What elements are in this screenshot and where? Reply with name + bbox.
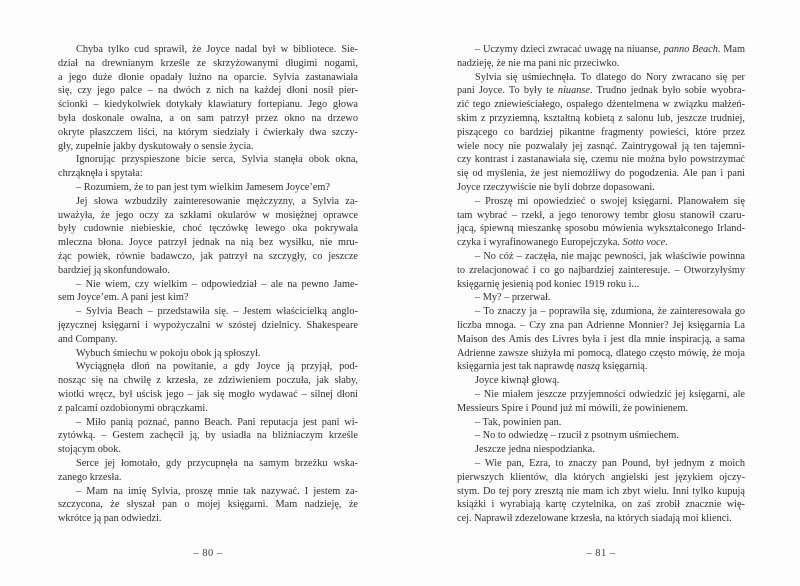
text-segment: nosząc się na chwilę z krzesła, ze zdziwieniem poczuła, jak słaby, <box>58 375 358 387</box>
text-segment: nadzieję, że nie ma pani nic przeciwko. <box>457 57 620 69</box>
text-line <box>457 222 745 236</box>
text-segment: Adrienne zawsze służyła mi pomocą, dlatego często mówię, że moja <box>457 347 745 359</box>
text-line <box>457 457 745 471</box>
text-segment: Joyce kiwnął głową. <box>475 375 560 387</box>
text-line <box>457 291 745 305</box>
page-number-81: – 81 – <box>586 548 616 559</box>
text-line <box>457 236 745 250</box>
text-segment: zić tego zniewieściałego, ospałego dżentelmena w związku małżeń- <box>457 99 745 111</box>
text-line <box>457 98 745 112</box>
text-segment: – Nie wiem, czy wielkim – odpowiedział – ale na pewno Jame- <box>76 278 358 290</box>
text-segment: księgarnia jest tak naprawdę <box>457 361 577 373</box>
text-segment: piszącego co bardziej pikantne fragmenty powieści, które przez <box>457 126 745 138</box>
text-segment: stym. Do tej pory zresztą nie mam ich zbyt wielu. Inni tylko kupują <box>457 485 745 497</box>
text-segment: mleczna błona. Joyce patrzył jednak na nią bez wysiłku, nie mru- <box>58 237 358 249</box>
text-line <box>457 167 745 181</box>
text-line <box>457 485 745 499</box>
text-line <box>457 181 745 195</box>
text-line <box>457 402 745 416</box>
text-line <box>58 471 358 485</box>
page-80-text-column <box>58 43 358 526</box>
text-line <box>457 319 745 333</box>
text-line <box>457 429 745 443</box>
text-segment: Serce jej łomotało, gdy przycupnęła na samym brzeżku wska- <box>76 457 358 469</box>
text-line <box>457 195 745 209</box>
text-segment: z palcami ozdobionymi obrączkami. <box>58 402 208 414</box>
text-line <box>58 195 358 209</box>
text-segment: Joyce rzeczywiście nie byli dobrze dopasowani. <box>457 181 655 193</box>
text-segment: – Nie miałem jeszcze przyjemności odwiedzić jej księgarni, ale <box>475 388 745 400</box>
text-line <box>457 347 745 361</box>
text-segment: pierwszych klientów, dla których angielski jest językiem ojczy- <box>457 471 745 483</box>
text-segment: Wyciągnęła dłoń na powitanie, a gdy Joyce ją przyjął, pod- <box>76 361 358 373</box>
text-segment: sem Joyce’em. A pani jest kim? <box>58 292 189 304</box>
text-line <box>58 388 358 402</box>
text-line <box>457 416 745 430</box>
text-segment: and Company. <box>58 333 118 345</box>
text-line <box>457 43 745 57</box>
text-segment: – Proszę mi opowiedzieć o swojej księgarni. Planowałem się <box>475 195 745 207</box>
text-line <box>58 84 358 98</box>
text-line <box>58 429 358 443</box>
text-segment: – Rozumiem, że to pan jest tym wielkim Jamesem Joyce’em? <box>76 181 330 193</box>
text-line <box>58 126 358 140</box>
text-line <box>58 43 358 57</box>
text-segment: bardziej ją skonfundowało. <box>58 264 170 276</box>
text-segment: czyka i wyrafinowanego Europejczyka. <box>457 237 623 249</box>
text-line <box>457 250 745 264</box>
text-line <box>457 471 745 485</box>
text-segment: a jego duże dłonie opadały luźno na oparcie. Sylvia zastanawiała <box>58 71 358 83</box>
text-segment: wkrótce ją pan odwiedzi. <box>58 513 162 525</box>
text-segment: chrząknęła i spytała: <box>58 168 143 180</box>
text-line <box>58 236 358 250</box>
text-segment: języcznej księgarni i wypożyczalni w szóstej dzielnicy. Shakespeare <box>58 319 358 331</box>
text-line <box>457 126 745 140</box>
text-line <box>457 264 745 278</box>
text-segment: były cudownie niebieskie, choć tęczówkę lewego oka pokrywała <box>58 223 358 235</box>
text-line <box>457 278 745 292</box>
text-segment: Chyba tylko cud sprawił, że Joyce nadal był w bibliotece. Sie- <box>76 44 358 55</box>
text-line <box>58 264 358 278</box>
text-segment: – To znaczy ja – poprawiła się, zdumiona, że zainteresowała go <box>475 306 745 318</box>
text-segment: – Wie pan, Ezra, to znaczy pan Pound, był jednym z moich <box>475 457 745 469</box>
text-segment: . <box>665 237 668 249</box>
text-segment: . Trudno jednak było sobie wyobra- <box>589 85 745 97</box>
text-line <box>58 319 358 333</box>
text-segment: się, czy jego palce – na dwóch z nich na każdej dłoni nosił pier- <box>58 85 358 97</box>
text-segment: Sylvia się uśmiechnęła. To dlatego do Nory zwracano się per <box>475 71 745 83</box>
text-line <box>58 209 358 223</box>
text-segment: . Mam <box>717 44 746 55</box>
text-line <box>457 360 745 374</box>
text-segment: ścionki – kiedykolwiek dotykały klawiatury fortepianu. Jego głowa <box>58 99 358 111</box>
text-line <box>58 374 358 388</box>
text-line <box>58 167 358 181</box>
text-segment: – Uczymy dzieci zwracać uwagę na niuanse, <box>475 44 664 55</box>
text-segment: stojącym obok. <box>58 444 121 456</box>
text-line <box>58 250 358 264</box>
text-segment: – No to odwiedzę – rzucił z psotnym uśmiechem. <box>475 430 679 442</box>
text-line <box>58 360 358 374</box>
page-number-80: – 80 – <box>193 548 223 559</box>
text-line <box>58 278 358 292</box>
text-segment: książki i wyrabiają kartę czytelnika, on zaś zrobił znacznie wię- <box>457 499 745 511</box>
text-line <box>58 443 358 457</box>
text-segment: zytówką. – Gestem zachęcił ją, by usiadła na bliźniaczym krześle <box>58 430 358 442</box>
text-segment: jącą, śpiewną mieszankę sposobu mówienia wykształconego Irland- <box>457 223 745 235</box>
text-line <box>58 485 358 499</box>
text-line <box>457 140 745 154</box>
text-segment: żąc powiek, równie badawczo, jak patrzył na szczygły, co jeszcze <box>58 250 358 262</box>
text-line <box>58 402 358 416</box>
text-segment: księgarnię jesienią pod koniec 1919 roku i... <box>457 278 640 290</box>
text-line <box>58 112 358 126</box>
italic-text-segment: naszą <box>576 361 600 373</box>
text-segment: Ignorując przyspieszone bicie serca, Sylvia stanęła obok okna, <box>76 154 358 166</box>
text-line <box>58 498 358 512</box>
text-line <box>457 443 745 457</box>
text-segment: Messieurs Spire i Pound już mi mówili, że powinienem. <box>457 402 689 414</box>
text-segment: – Tak, powinien pan. <box>475 416 562 428</box>
italic-text-segment: Sotto voce <box>622 237 666 249</box>
text-segment: Jej słowa wzbudziły zainteresowanie mężczyzny, a Sylvia za- <box>76 195 358 207</box>
text-line <box>457 374 745 388</box>
text-segment: – Miło panią poznać, panno Beach. Pani reputacja jest pani wi- <box>76 416 358 428</box>
text-line <box>457 112 745 126</box>
text-segment: skim z przyziemną, kształtną kobietą z salonu lub, jeszcze trudniej, <box>457 112 745 124</box>
text-segment: uważyła, że jego oczy za szkłami okularów w mosiężnej oprawce <box>58 209 358 221</box>
text-line <box>58 512 358 526</box>
text-line <box>58 416 358 430</box>
text-line <box>58 305 358 319</box>
text-segment: wiele nocy nie pozwalały jej zasnąć. Zaintrygował ją ten tajemni- <box>457 140 745 152</box>
text-segment: księgarnią. <box>599 361 648 373</box>
text-line <box>457 71 745 85</box>
text-line <box>457 209 745 223</box>
text-line <box>58 347 358 361</box>
text-line <box>457 84 745 98</box>
text-line <box>457 498 745 512</box>
text-segment: to zrelacjonować i co go najbardziej zainteresuje. – Otworzyłyśmy <box>457 264 745 276</box>
italic-text-segment: niuanse <box>557 85 590 97</box>
text-line <box>58 222 358 236</box>
text-segment: – No cóż – zaczęła, nie mając pewności, jak właściwie powinna <box>475 250 745 262</box>
text-segment: dział na drewnianym krześle ze skrzyżowanymi długimi nogami, <box>58 57 358 69</box>
text-line <box>457 388 745 402</box>
text-segment: – Mam na imię Sylvia, proszę mnie tak nazywać. I jestem za- <box>76 485 358 497</box>
text-line <box>58 140 358 154</box>
text-segment: pani Joyce. To były te <box>457 85 558 97</box>
text-segment: Wybuch śmiechu w pokoju obok ją spłoszył. <box>76 347 261 359</box>
text-segment: szczycona, że słyszał pan o mojej księgarni. Mam nadzieję, że <box>58 499 358 511</box>
text-segment: gły, zupełnie jakby dyskutowały o sensie życia. <box>58 140 254 152</box>
text-line <box>58 291 358 305</box>
text-line <box>58 153 358 167</box>
text-line <box>457 512 745 526</box>
text-segment: tam wybrać – rzekł, a jego tenorowy tembr głosu stanowił czaru- <box>457 209 745 221</box>
text-segment: – My? – przerwał. <box>475 292 551 304</box>
text-segment: okryte płaszczem liści, na którym siedziały i ćwierkały dwa szczy- <box>58 126 358 138</box>
text-segment: się od myślenia, że jest niemożliwy do pogodzenia. Ale pan i pani <box>457 168 745 180</box>
text-segment: czy kontrast i zastanawiała się, czemu nie można było powstrzymać <box>457 154 745 166</box>
text-segment: cej. Naprawił zdezelowane krzesła, na których siadają moi klienci. <box>457 513 732 525</box>
text-line <box>457 333 745 347</box>
text-segment: liczba mnoga. – Czy zna pan Adrienne Monnier? Jej księgarnia La <box>457 319 745 331</box>
text-segment: była doskonale owalna, a on sam patrzył przez okno na drzewo <box>58 112 358 124</box>
text-segment: Jeszcze jedna niespodzianka. <box>475 444 595 456</box>
text-line <box>58 98 358 112</box>
text-line <box>457 153 745 167</box>
text-line <box>58 333 358 347</box>
text-segment: wiotki wręcz, był uścisk jego – jak się mogło wydawać – silnej dłoni <box>58 388 358 400</box>
text-line <box>58 181 358 195</box>
page-81-text-column <box>457 43 745 526</box>
italic-text-segment: panno Beach <box>663 44 718 55</box>
text-segment: Maison des Amis des Livres była i jest dla mnie inspiracją, a sama <box>457 333 745 345</box>
text-segment: zanego krzesła. <box>58 471 122 483</box>
text-line <box>58 457 358 471</box>
text-line <box>58 71 358 85</box>
text-line <box>58 57 358 71</box>
text-line <box>457 305 745 319</box>
text-segment: – Sylvia Beach – przedstawiła się. – Jestem właścicielką anglo- <box>76 306 358 318</box>
text-line <box>457 57 745 71</box>
